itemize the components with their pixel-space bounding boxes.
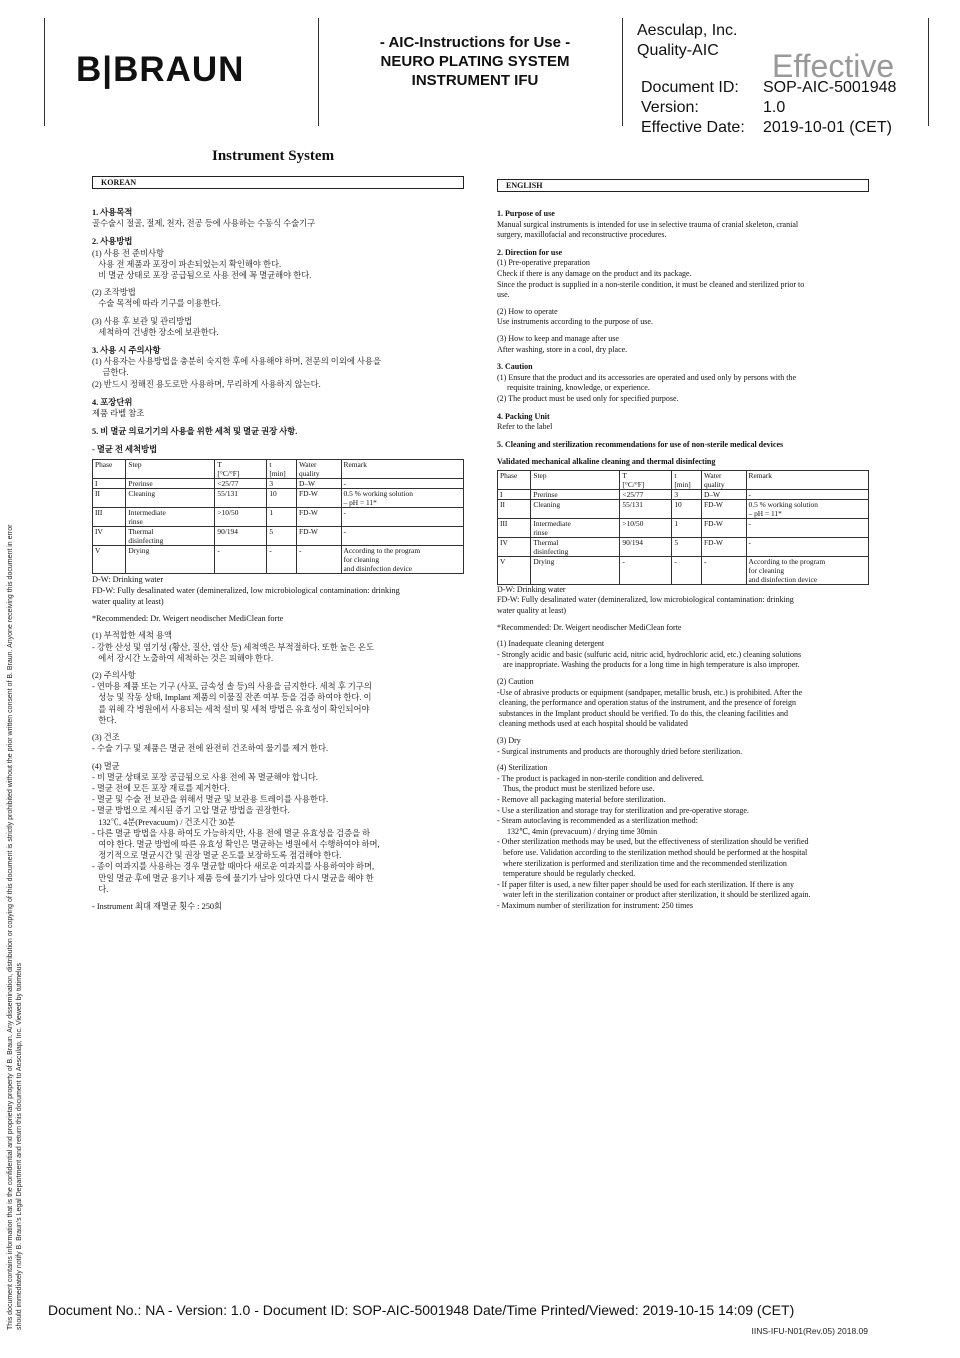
text-line: 정기적으로 멸균시간 및 권장 멸균 온도를 보장하도록 점검해야 한다. xyxy=(92,851,342,861)
department: Quality-AIC xyxy=(637,42,719,59)
text-line: FD-W: Fully desalinated water (demineralized, low microbiological contamination: drinking xyxy=(497,595,794,605)
section-heading: 5. 비 멸균 의료기기의 사용을 위한 세척 및 멸균 권장 사항. xyxy=(92,427,298,437)
text-line: (4) Sterilization xyxy=(497,763,548,773)
table-cell: - xyxy=(672,556,702,584)
text-line: D-W: Drinking water xyxy=(92,574,164,584)
table-row xyxy=(93,478,464,488)
table-cell: IV xyxy=(498,537,531,556)
text-line: (3) Dry xyxy=(497,736,521,745)
text-line: surgery, maxillofacial and reconstructive procedures. xyxy=(497,230,667,240)
text-line: - Use a sterilization and storage tray for sterilization and pre-operative storage. xyxy=(497,805,749,815)
section-heading: 4. Packing Unit xyxy=(497,411,550,421)
form-number: IINS-IFU-N01(Rev.05) 2018.09 xyxy=(751,1326,868,1336)
text-line: are inappropriate. Washing the products for a long time in high temperature is also improper. xyxy=(497,660,800,670)
text-line: - Surgical instruments and products are thoroughly dried before sterilization. xyxy=(497,746,743,756)
text-line: Check if there is any damage on the product and its package. xyxy=(497,268,692,278)
table-cell: 0.5 % working solution – pH = 11* xyxy=(746,499,868,518)
table-cell: FD-W xyxy=(702,499,747,518)
english-text-continued xyxy=(497,585,869,912)
table-cell: D–W xyxy=(702,489,747,499)
text-line: (2) How to operate xyxy=(497,306,558,316)
table-header-cell: Phase xyxy=(498,470,531,489)
text-line: 다. xyxy=(92,884,109,894)
effective-value: 2019-10-01 (CET) xyxy=(763,119,892,136)
text-line: Since the product is supplied in a non-sterile condition, it must be cleaned and sterilized prior to xyxy=(497,279,805,289)
table-header-cell: Remark xyxy=(341,459,463,478)
text-line: - Instrument 최대 재멸균 횟수 : 250회 xyxy=(92,901,223,911)
header-divider xyxy=(318,18,319,126)
table-cell: - xyxy=(702,556,747,584)
text-line: 에서 장시간 노출하여 세척하는 것은 피해야 한다. xyxy=(92,653,274,663)
table-header-cell: T [°C/°F] xyxy=(215,459,267,478)
table-cell: <25/77 xyxy=(215,478,267,488)
table-cell: Prerinse xyxy=(126,478,215,488)
doc-id-label: Document ID: xyxy=(641,79,739,96)
text-line: 수술 목적에 따라 기구를 이용한다. xyxy=(92,299,221,309)
table-cell: Drying xyxy=(531,556,620,584)
text-line: (1) Pre-operative preparation xyxy=(497,258,590,268)
text-line: 금한다. xyxy=(92,368,129,378)
table-cell: FD-W xyxy=(702,518,747,537)
text-line: (1) 사용 전 준비사항 xyxy=(92,248,165,258)
korean-text xyxy=(92,207,464,456)
text-line: *Recommended: Dr. Weigert neodischer MediClean forte xyxy=(92,614,284,624)
text-line: substances in the Implant product should be verified. To do this, the cleaning facilities and xyxy=(497,708,788,718)
text-line: - Strongly acidic and basic (sulfuric acid, nitric acid, hydrochloric acid, etc.) cleaning solutions xyxy=(497,649,802,659)
text-line: Refer to the label xyxy=(497,422,553,432)
table-cell: Intermediate rinse xyxy=(126,507,215,526)
table-cell: - xyxy=(746,518,868,537)
table-cell: Cleaning xyxy=(126,488,215,507)
table-cell: II xyxy=(93,488,126,507)
section-heading: - 멸균 전 세척방법 xyxy=(92,445,158,455)
table-cell: III xyxy=(498,518,531,537)
version-value: 1.0 xyxy=(763,99,786,116)
header-divider xyxy=(44,18,45,126)
text-line: 사용 전 제품과 포장이 파손되었는지 확인해야 한다. xyxy=(92,259,282,269)
table-cell: D–W xyxy=(297,478,342,488)
table-cell: 10 xyxy=(267,488,297,507)
table-cell: 55/131 xyxy=(620,499,672,518)
korean-text-continued xyxy=(92,574,464,912)
text-line: (1) 사용자는 사용방법을 충분히 숙지한 후에 사용해야 하며, 전문의 이외에 사용을 xyxy=(92,357,381,367)
header-divider xyxy=(928,18,929,126)
doc-id-value: SOP-AIC-5001948 xyxy=(763,79,897,96)
table-row xyxy=(498,499,869,518)
confidentiality-notice xyxy=(6,400,24,1330)
text-line: 만일 멸균 후에 멸균 용기나 제품 등에 물기가 남아 있다면 다시 멸균을 해야 한 xyxy=(92,873,374,883)
table-header-cell: Step xyxy=(126,459,215,478)
text-line: 제품 라벨 참조 xyxy=(92,409,145,419)
table-row xyxy=(93,507,464,526)
text-line: - 종이 여과지를 사용하는 경우 멸균할 때마다 새로운 여과지를 사용하여야 하며, xyxy=(92,862,375,872)
table-header-row xyxy=(93,459,464,478)
text-line: 를 위해 각 병원에서 사용되는 세척 설비 및 세척 방법은 유효성이 확인되어야 xyxy=(92,704,370,714)
text-line: 비 멸균 상태로 포장 공급됨으로 사용 전에 꼭 멸균해야 한다. xyxy=(92,271,312,281)
status-watermark: Effective xyxy=(772,48,895,84)
table-cell: 0.5 % working solution – pH = 11* xyxy=(341,488,463,507)
company-name: Aesculap, Inc. xyxy=(637,22,738,39)
table-cell: I xyxy=(93,478,126,488)
text-line: cleaning methods used at each hospital should be validated xyxy=(497,719,688,729)
table-cell: - xyxy=(341,478,463,488)
table-cell: - xyxy=(746,537,868,556)
text-line: - 수술 기구 및 제품은 멸균 전에 완전히 건조하여 물기를 제거 한다. xyxy=(92,744,329,754)
table-cell: FD-W xyxy=(297,526,342,545)
section-heading: 3. Caution xyxy=(497,362,533,372)
text-line: - 멸균 방법으로 제시된 증기 고압 멸균 방법을 권장한다. xyxy=(92,806,290,816)
text-line: water left in the sterilization container or product after sterilization, it should be sterilized again. xyxy=(497,890,811,900)
table-cell: Drying xyxy=(126,545,215,573)
table-cell: >10/50 xyxy=(215,507,267,526)
title-line: NEURO PLATING SYSTEM xyxy=(380,53,570,70)
text-line: - 다른 멸균 방법을 사용 하여도 가능하지만, 사용 전에 멸균 유효성을 검증을 하 xyxy=(92,828,371,838)
footer: Document No.: NA - Version: 1.0 - Document ID: SOP-AIC-5001948 Date/Time Printed/Viewed: 2019-10-15 14:09 (CET) xyxy=(48,1302,795,1318)
table-cell: 55/131 xyxy=(215,488,267,507)
table-row xyxy=(498,489,869,499)
text-line: 성능 및 작동 상태, Implant 제품의 이물질 잔존 여부 등을 검증 하여야 한다. 이 xyxy=(92,693,372,703)
text-line: cleaning, the performance and operation status of the instrument, and the presence of foreign xyxy=(497,698,796,708)
table-row xyxy=(498,556,869,584)
notice-line: This document contains information that is the confidential and proprietary property of B. Braun. Any dissemination, distribution or copying of this document is strictly prohibited without the prior written consent of B. Braun. Anyone receiving this document in error xyxy=(7,524,14,1330)
text-line: 여야 한다. 멸균 방법에 따른 유효성 확인은 멸균하는 병원에서 수행하여야 하며, xyxy=(92,839,380,849)
section-heading: 1. 사용목적 xyxy=(92,208,133,217)
text-line: (1) Inadequate cleaning detergent xyxy=(497,639,605,649)
notice-line: should immediately notify B. Braun's Legal Department and return this document to Aesculap, Inc. Viewed by tutimelus xyxy=(16,963,23,1330)
english-column xyxy=(497,202,869,912)
table-cell: I xyxy=(498,489,531,499)
table-cell: V xyxy=(498,556,531,584)
text-line: After washing, store in a cool, dry place. xyxy=(497,344,628,354)
table-cell: FD-W xyxy=(702,537,747,556)
table-cell: 1 xyxy=(672,518,702,537)
table-cell: FD-W xyxy=(297,507,342,526)
text-line: Thus, the product must be sterilized before use. xyxy=(497,784,655,794)
text-line: - 멸균 및 수술 전 보관을 위해서 멸균 및 보관용 트레이를 사용한다. xyxy=(92,795,329,805)
version-label: Version: xyxy=(641,99,699,116)
section-heading: Validated mechanical alkaline cleaning and thermal disinfecting xyxy=(497,457,716,467)
title-line: INSTRUMENT IFU xyxy=(411,72,539,89)
table-cell: <25/77 xyxy=(620,489,672,499)
table-cell: Intermediate rinse xyxy=(531,518,620,537)
table-header-cell: Step xyxy=(531,470,620,489)
text-line: (2) Caution xyxy=(497,677,534,687)
table-header-cell: Phase xyxy=(93,459,126,478)
text-line: (1) 부적합한 세척 용액 xyxy=(92,631,173,641)
text-line: - 비 멸균 상태로 포장 공급됨으로 사용 전에 꼭 멸균해야 합니다. xyxy=(92,772,318,782)
table-header-row xyxy=(498,470,869,489)
table-header-cell: t [min] xyxy=(672,470,702,489)
section-heading: 1. Purpose of use xyxy=(497,209,555,218)
text-line: (2) 반드시 정해진 용도로만 사용하며, 무리하게 사용하지 않는다. xyxy=(92,379,321,389)
table-row xyxy=(498,518,869,537)
text-line: Manual surgical instruments is intended for use in selective trauma of cranial skeleton, cranial xyxy=(497,219,799,229)
text-line: - If paper filter is used, a new filter paper should be used for each sterilization. If there is any xyxy=(497,879,794,889)
table-cell: 90/194 xyxy=(620,537,672,556)
table-row xyxy=(93,526,464,545)
table-cell: - xyxy=(341,526,463,545)
table-cell: Cleaning xyxy=(531,499,620,518)
text-line: 골수술시 절골, 절제, 천자, 전공 등에 사용하는 수동식 수술기구 xyxy=(92,219,316,229)
english-text xyxy=(497,209,869,468)
table-cell: - xyxy=(297,545,342,573)
table-cell: II xyxy=(498,499,531,518)
text-line: water quality at least) xyxy=(92,597,164,607)
table-cell: 5 xyxy=(267,526,297,545)
text-line: (2) 주의사항 xyxy=(92,671,136,681)
text-line: 세척하여 건냉한 장소에 보관한다. xyxy=(92,327,219,337)
table-cell: 3 xyxy=(267,478,297,488)
table-row xyxy=(93,545,464,573)
table-cell: 10 xyxy=(672,499,702,518)
table-header-cell: Water quality xyxy=(702,470,747,489)
company-block xyxy=(637,21,738,61)
korean-column xyxy=(92,200,464,912)
section-heading: 4. 포장단위 xyxy=(92,397,133,407)
text-line: before use. Validation according to the sterilization method should be performed at the hospital xyxy=(497,847,808,857)
text-line: requisite training, knowledge, or experience. xyxy=(497,383,650,393)
table-cell: III xyxy=(93,507,126,526)
text-line: - 멸균 전에 모든 포장 재료를 제거한다. xyxy=(92,783,230,793)
text-line: D-W: Drinking water xyxy=(497,584,566,594)
title-line: - AIC-Instructions for Use - xyxy=(379,34,571,51)
text-line: 132℃, 4분(Prevacuum) / 건조시간 30분 xyxy=(92,817,236,827)
english-header: ENGLISH xyxy=(497,179,869,192)
text-line: where sterilization is performed and sterilization time and the recommended sterilization xyxy=(497,858,787,868)
section-title: Instrument System xyxy=(212,148,335,164)
text-line: (2) 조작방법 xyxy=(92,288,136,298)
text-line: -Use of abrasive products or equipment (sandpaper, metallic brush, etc.) is prohibited. After the xyxy=(497,687,803,697)
table-cell: 1 xyxy=(267,507,297,526)
table-cell: According to the program for cleaning and disinfection device xyxy=(746,556,868,584)
table-cell: - xyxy=(267,545,297,573)
table-cell: >10/50 xyxy=(620,518,672,537)
text-line: (3) How to keep and manage after use xyxy=(497,333,619,343)
text-line: - Other sterilization methods may be used, but the effectiveness of sterilization should be verified xyxy=(497,837,809,847)
section-heading: 2. 사용방법 xyxy=(92,237,133,247)
table-cell: According to the program for cleaning and disinfection device xyxy=(341,545,463,573)
section-heading: 3. 사용 시 주의사항 xyxy=(92,346,161,356)
table-row xyxy=(498,537,869,556)
table-cell: 90/194 xyxy=(215,526,267,545)
text-line: 132℃, 4min (prevacuum) / drying time 30min xyxy=(497,826,658,836)
text-line: - The product is packaged in non-sterile condition and delivered. xyxy=(497,773,704,783)
section-heading: 2. Direction for use xyxy=(497,247,563,257)
text-line: (4) 멸균 xyxy=(92,761,120,771)
bbraun-logo: B|BRAUN xyxy=(76,50,245,89)
text-line: *Recommended: Dr. Weigert neodischer MediClean forte xyxy=(497,622,682,632)
text-line: (3) 사용 후 보관 및 관리방법 xyxy=(92,316,193,326)
cleaning-table-korean xyxy=(92,459,464,574)
table-header-cell: Water quality xyxy=(297,459,342,478)
text-line: FD-W: Fully desalinated water (demineralized, low microbiological contamination: drinking xyxy=(92,585,400,595)
table-row xyxy=(93,488,464,507)
header-divider xyxy=(622,18,623,126)
table-cell: - xyxy=(341,507,463,526)
table-cell: Prerinse xyxy=(531,489,620,499)
table-cell: FD-W xyxy=(297,488,342,507)
text-line: water quality at least) xyxy=(497,606,567,616)
text-line: - 강한 산성 및 염기성 (황산, 질산, 염산 등) 세척액은 부적절하다. 또한 높은 온도 xyxy=(92,642,374,652)
document-title xyxy=(330,33,620,90)
text-line: temperature should be regularly checked. xyxy=(497,869,636,879)
table-header-cell: T [°C/°F] xyxy=(620,470,672,489)
text-line: 한다. xyxy=(92,715,117,725)
text-line: Use instruments according to the purpose of use. xyxy=(497,317,653,327)
text-line: use. xyxy=(497,290,510,300)
table-cell: Thermal disinfecting xyxy=(126,526,215,545)
table-header-cell: t [min] xyxy=(267,459,297,478)
table-cell: 5 xyxy=(672,537,702,556)
cleaning-table-english xyxy=(497,470,869,585)
table-cell: - xyxy=(620,556,672,584)
text-line: - Steam autoclaving is recommended as a sterilization method: xyxy=(497,816,698,826)
table-header-cell: Remark xyxy=(746,470,868,489)
text-line: - Remove all packaging material before sterilization. xyxy=(497,794,666,804)
document-info xyxy=(641,78,896,138)
table-cell: IV xyxy=(93,526,126,545)
table-cell: 3 xyxy=(672,489,702,499)
text-line: - 연마용 제품 또는 기구 (사포, 금속성 솔 등)의 사용을 금지한다. 세척 후 기구의 xyxy=(92,682,372,692)
effective-label: Effective Date: xyxy=(641,119,745,136)
table-cell: V xyxy=(93,545,126,573)
section-heading: 5. Cleaning and sterilization recommendations for use of non-sterile medical devices xyxy=(497,439,784,449)
korean-header: KOREAN xyxy=(92,176,464,189)
text-line: (1) Ensure that the product and its accessories are operated and used only by persons with the xyxy=(497,372,797,382)
text-line: (2) The product must be used only for specified purpose. xyxy=(497,393,679,403)
table-cell: Thermal disinfecting xyxy=(531,537,620,556)
table-cell: - xyxy=(215,545,267,573)
table-cell: - xyxy=(746,489,868,499)
text-line: (3) 건조 xyxy=(92,733,120,743)
text-line: - Maximum number of sterilization for instrument: 250 times xyxy=(497,900,693,910)
